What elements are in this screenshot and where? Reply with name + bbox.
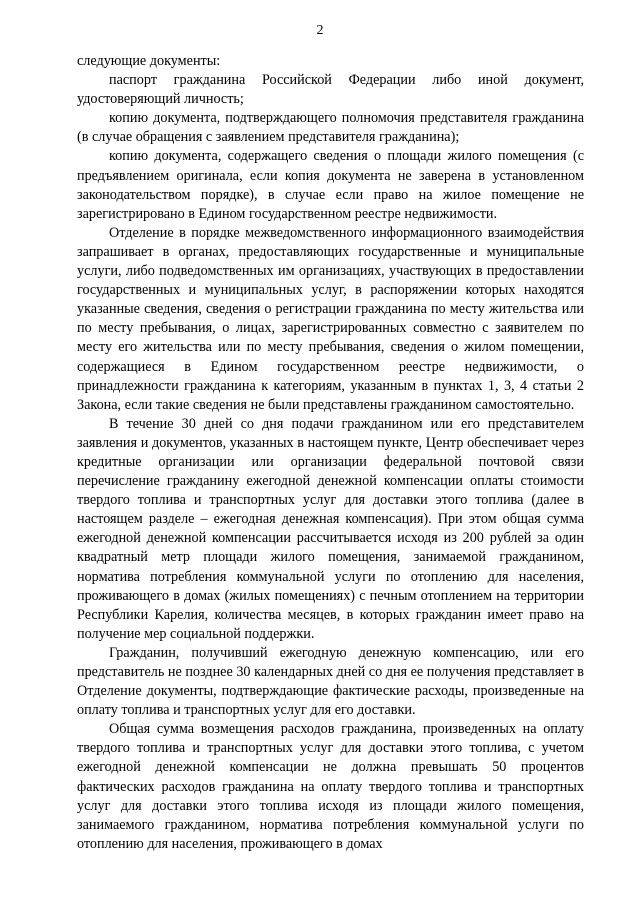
paragraph-area-copy: копию документа, содержащего сведения о площади жилого помещения (с предъявлением оригинала, если копия документа не заверена в установленном законодательством порядке), в случае если право на жилое помещение не зарегистрировано в Едином государственном реестре недвижимости. <box>77 148 584 222</box>
paragraph-reimbursement: Общая сумма возмещения расходов гражданина, произведенных на оплату твердого топлива и транспортных услуг для доставки этого топлива, с учетом ежегодной денежной компенсации не должна превышать 50 процентов фактических расходов гражданина на оплату твердого топлива и транспортных услуг для доставки этого топлива исходя из площади жилого помещения, занимаемого гражданином, норматива потребления коммунальной услуги по отоплению для населения, проживающего в домах <box>77 721 584 852</box>
paragraph-passport: паспорт гражданина Российской Федерации либо иной документ, удостоверяющий личность; <box>77 72 584 108</box>
paragraph-representative-copy: копию документа, подтверждающего полномочия представителя гражданина (в случае обращения с заявлением представителя гражданина); <box>77 110 584 146</box>
paragraph-expense-documents: Гражданин, получивший ежегодную денежную компенсацию, или его представитель не позднее 30 календарных дней со дня ее получения представляет в Отделение документы, подтверждающие фактические расходы, произведенные на оплату топлива и транспортных услуг для его доставки. <box>77 644 584 719</box>
paragraph-department-request: Отделение в порядке межведомственного информационного взаимодействия запрашивает в органах, предоставляющих государственные и муниципальные услуги, либо подведомственных им организациях, участвующих в предоставлении государственных и муниципальных услуг, в распоряжении которых находятся указанные сведения, сведения о регистрации гражданина по месту жительства или по месту пребывания, о лицах, зарегистрированных совместно с заявителем по месту его жительства или по месту пребывания, сведения о жилом помещении, содержащиеся в Едином государственном реестре недвижимости, о принадлежности гражданина к категориям, указанным в пунктах 1, 3, 4 статьи 2 Закона, если такие сведения не были представлены гражданином самостоятельно. <box>77 224 584 413</box>
page-number: 2 <box>316 23 324 38</box>
document-body <box>77 52 584 854</box>
paragraph-intro: следующие документы: <box>77 53 221 69</box>
paragraph-compensation: В течение 30 дней со дня подачи гражданином или его представителем заявления и документов, указанных в настоящем пункте, Центр обеспечивает через кредитные организации или организации федеральной почтовой связи перечисление гражданину ежегодной денежной компенсации оплаты стоимости твердого топлива и транспортных услуг для доставки этого топлива (далее в настоящем разделе – ежегодная денежная компенсация). При этом общая сумма ежегодной денежной компенсации рассчитывается исходя из 200 рублей за один квадратный метр площади жилого помещения, занимаемой гражданином, норматива потребления коммунальной услуги по отоплению для населения, проживающего в домах (жилых помещениях) с печным отоплением на территории Республики Карелия, количества месяцев, в которых гражданин имеет право на получение мер социальной поддержки. <box>77 415 584 642</box>
